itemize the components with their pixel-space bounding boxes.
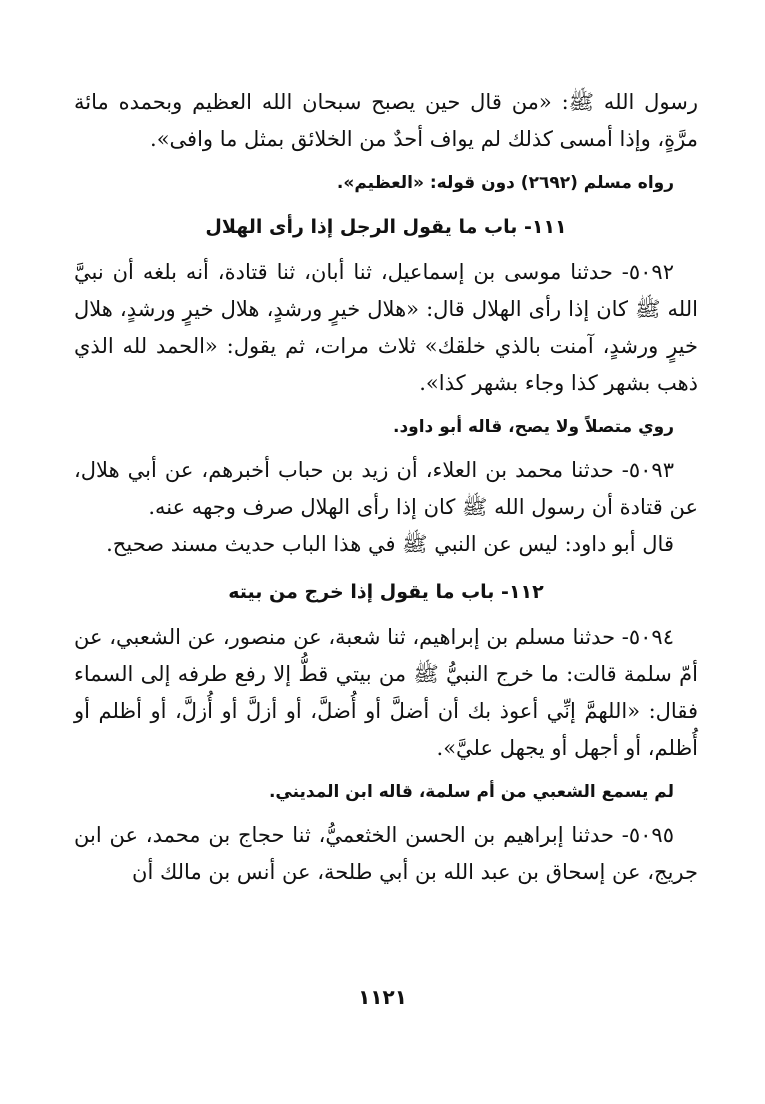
- chapter-heading-111: ١١١- باب ما يقول الرجل إذا رأى الهلال: [205, 216, 567, 238]
- hadith-5093: ٥٠٩٣- حدثنا محمد بن العلاء، أن زيد بن حباب أخبرهم، عن أبي هلال، عن قتادة أن رسول الله ﷺ كان إذا رأى الهلال صرف وجهه عنه.: [74, 458, 698, 519]
- chapter-heading-112: ١١٢- باب ما يقول إذا خرج من بيته: [228, 581, 544, 603]
- takhrij-note: رواه مسلم (٢٦٩٢) دون قوله: «العظيم».: [336, 173, 674, 193]
- page-number: ١١٢١: [358, 985, 407, 1009]
- hadith-5095: ٥٠٩٥- حدثنا إبراهيم بن الحسن الخثعميُّ، ثنا حجاج بن محمد، عن ابن جريج، عن إسحاق بن عبد الله بن أبي طلحة، عن أنس بن مالك أن: [74, 823, 698, 884]
- abu-dawud-comment: قال أبو داود: ليس عن النبي ﷺ في هذا الباب حديث مسند صحيح.: [106, 532, 674, 556]
- hadith-5094: ٥٠٩٤- حدثنا مسلم بن إبراهيم، ثنا شعبة، عن منصور، عن الشعبي، عن أمّ سلمة قالت: ما خرج النبيُّ ﷺ من بيتي قطُّ إلا رفع طرفه إلى السماء فقال: «اللهمَّ إنِّي أعوذ بك أن أضلَّ أو أُضلَّ، أو أزلَّ أو أُزلَّ، أو أظلم أو أُظلم، أو أجهل أو يجهل عليَّ».: [74, 625, 698, 760]
- hadith-5092: ٥٠٩٢- حدثنا موسى بن إسماعيل، ثنا أبان، ثنا قتادة، أنه بلغه أن نبيَّ الله ﷺ كان إذا رأى الهلال قال: «هلال خيرٍ ورشدٍ، هلال خيرٍ ورشدٍ، هلال خيرٍ ورشدٍ، آمنت بالذي خلقك» ثلاث مرات، ثم يقول: «الحمد لله الذي ذهب بشهر كذا وجاء بشهر كذا».: [74, 260, 698, 395]
- takhrij-note: لم يسمع الشعبي من أم سلمة، قاله ابن المديني.: [268, 782, 674, 802]
- hadith-continuation-paragraph: رسول الله ﷺ: «من قال حين يصبح سبحان الله العظيم وبحمده مائة مرَّةٍ، وإذا أمسى كذلك لم يواف أحدٌ من الخلائق بمثل ما وافى».: [74, 90, 698, 151]
- page-body: [74, 84, 698, 891]
- takhrij-note: روي متصلاً ولا يصح، قاله أبو داود.: [392, 417, 674, 437]
